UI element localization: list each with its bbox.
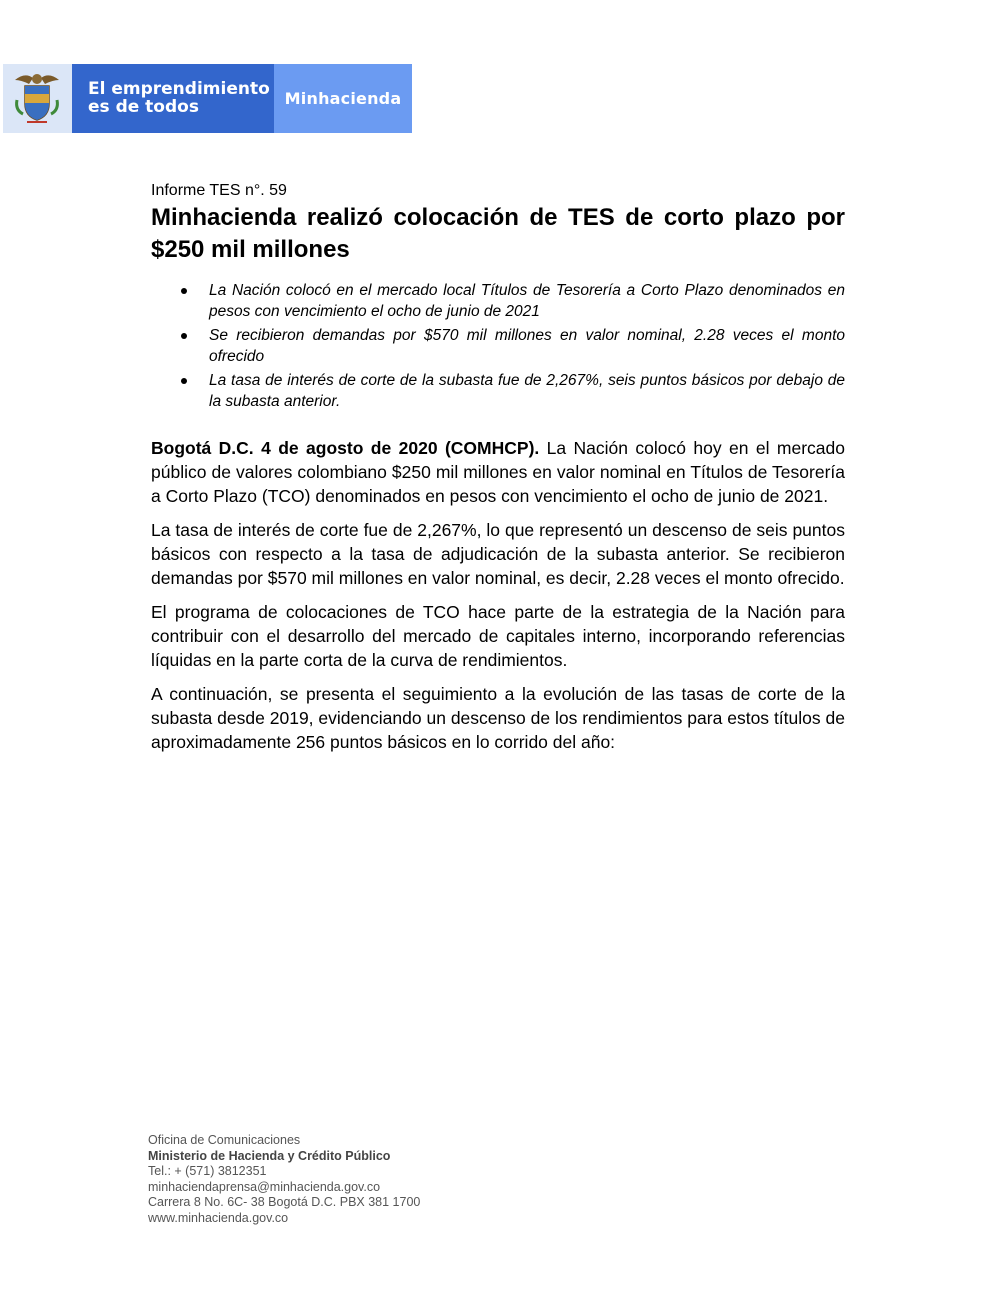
footer-phone: Tel.: + (571) 3812351 — [148, 1164, 267, 1178]
brand-block — [274, 64, 412, 133]
footer-address: Carrera 8 No. 6C- 38 Bogotá D.C. PBX 381 1700 — [148, 1195, 421, 1209]
bullet-icon — [181, 288, 187, 294]
logo-left-block — [3, 64, 274, 133]
slogan-line-2: es de todos — [88, 97, 199, 117]
footer-ministry: Ministerio de Hacienda y Crédito Público — [148, 1148, 391, 1163]
footer-email: minhaciendaprensa@minhacienda.gov.co — [148, 1179, 381, 1194]
crest-container — [3, 64, 72, 133]
highlight-item — [151, 280, 845, 322]
dateline: Bogotá D.C. 4 de agosto de 2020 (COMHCP). — [151, 438, 540, 458]
paragraph-program: El programa de colocaciones de TCO hace parte de la estrategia de la Nación para contribuir con el desarrollo del mercado de capitales interno, incorporando referencias líquidas en la parte corta de la curva de rendimientos. — [151, 602, 845, 670]
brand-name: Minhacienda — [284, 89, 402, 108]
colombia-crest-icon — [11, 70, 63, 126]
headline: Minhacienda realizó colocación de TES de corto plazo por $250 mil millones — [151, 204, 845, 263]
paragraph-followup: A continuación, se presenta el seguimiento a la evolución de las tasas de corte de la subasta desde 2019, evidenciando un descenso de los rendimientos para estos títulos de aproximadamente 256 puntos básicos en lo corrido del año: — [151, 684, 845, 752]
paragraph-intro-text: La Nación colocó hoy en el mercado público de valores colombiano $250 mil millones en valor nominal en Títulos de Tesorería a Corto Plazo (TCO) denominados en pesos con vencimiento el ocho de junio de 2021. — [151, 438, 846, 506]
bullet-icon — [181, 378, 187, 384]
report-number: Informe TES n°. 59 — [151, 182, 287, 199]
header-logo-banner — [3, 64, 412, 133]
highlight-text: Se recibieron demandas por $570 mil millones en valor nominal, 2.28 veces el monto ofrecido — [209, 327, 845, 365]
highlight-item — [151, 370, 845, 412]
highlight-text: La tasa de interés de corte de la subasta fue de 2,267%, seis puntos básicos por debajo de la subasta anterior. — [209, 372, 845, 410]
paragraph-intro — [151, 436, 845, 508]
paragraph-rate: La tasa de interés de corte fue de 2,267%, lo que representó un descenso de seis puntos básicos con respecto a la tasa de adjudicación de la subasta anterior. Se recibieron demandas por $570 mil millones en valor nominal, es decir, 2.28 veces el monto ofrecido. — [151, 520, 845, 588]
highlights-list — [151, 280, 845, 412]
footer-web: www.minhacienda.gov.co — [148, 1210, 289, 1225]
footer-contact — [148, 1133, 420, 1226]
highlight-text: La Nación colocó en el mercado local Títulos de Tesorería a Corto Plazo denominados en pesos con vencimiento el ocho de junio de 2021 — [209, 282, 845, 320]
footer-office: Oficina de Comunicaciones — [148, 1133, 301, 1147]
bullet-icon — [181, 333, 187, 339]
highlight-item — [151, 325, 845, 367]
slogan-text — [88, 80, 270, 116]
press-release-body — [151, 180, 845, 764]
slogan-line-1: El emprendimiento — [88, 79, 270, 99]
